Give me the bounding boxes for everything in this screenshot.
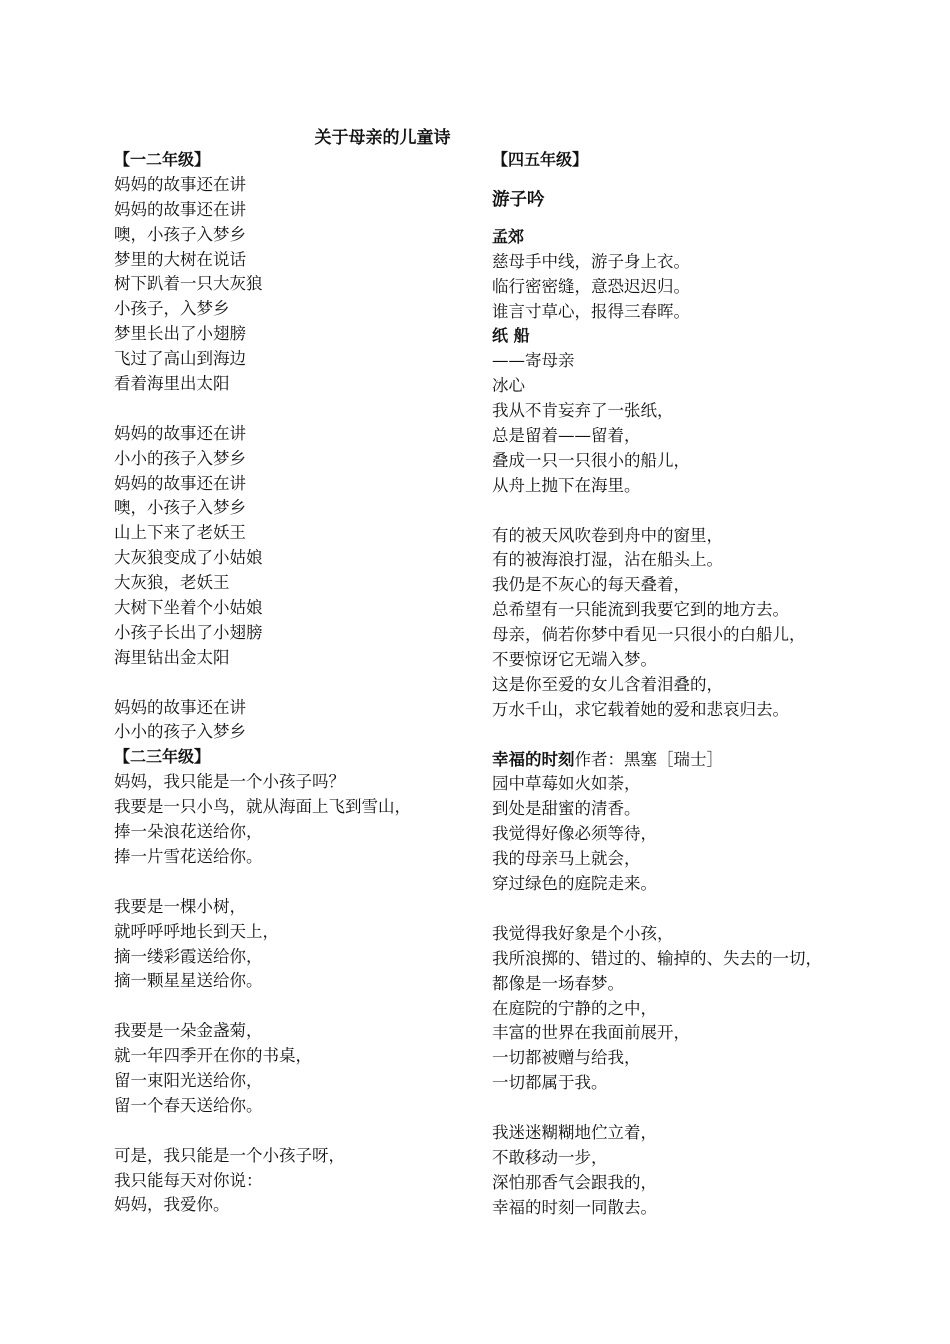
- poem-line: 摘一缕彩霞送给你，: [114, 946, 263, 966]
- poem-line: 妈妈的故事还在讲: [114, 473, 246, 493]
- poem-line: 总是留着——留着，: [492, 426, 641, 446]
- stanza-break: [114, 870, 474, 895]
- grade-2-3-heading: 【二三年级】: [114, 747, 211, 767]
- poem-line: 我迷迷糊糊地伫立着，: [492, 1122, 657, 1142]
- poem-line: 我要是一只小鸟，就从海面上飞到雪山，: [114, 797, 411, 817]
- poem-line: 妈妈，我爱你。: [114, 1195, 230, 1215]
- poem-header-xingfu: [492, 748, 932, 773]
- poem-line: 小小的孩子入梦乡: [114, 448, 246, 468]
- poem-line: 妈妈的故事还在讲: [114, 199, 246, 219]
- poem-line: 总希望有一只能流到我要它到的地方去。: [492, 600, 789, 620]
- poem-line: 慈母手中线，游子身上衣。: [492, 251, 690, 271]
- poem-little-child: [114, 770, 474, 1218]
- poem-line: 留一束阳光送给你，: [114, 1070, 263, 1090]
- stanza-break: [492, 1096, 932, 1121]
- document-title: 关于母亲的儿童诗: [314, 128, 451, 148]
- poem-line: 有的被海浪打湿，沾在船头上。: [492, 550, 723, 570]
- poem-line: 捧一朵浪花送给你，: [114, 822, 263, 842]
- poem-line: 梦里的大树在说话: [114, 249, 246, 269]
- poem-title-xingfu: 幸福的时刻: [492, 749, 575, 769]
- stanza-break: [492, 897, 932, 922]
- poem-line: 看着海里出太阳: [114, 374, 230, 394]
- poem-line: 噢，小孩子入梦乡: [114, 498, 246, 518]
- poem-mama-story: [114, 173, 474, 745]
- poem-line: 大灰狼，老妖王: [114, 573, 230, 593]
- poem-line: 大树下坐着个小姑娘: [114, 598, 263, 618]
- poem-line: 我的母亲马上就会，: [492, 849, 641, 869]
- left-column: [114, 148, 474, 1218]
- poem-line: 幸福的时刻一同散去。: [492, 1197, 657, 1217]
- poem-line: 就一年四季开在你的书桌，: [114, 1046, 312, 1066]
- stanza-break: [114, 397, 474, 422]
- poem-line: 园中草莓如火如荼，: [492, 774, 641, 794]
- poem-line: 丰富的世界在我面前展开，: [492, 1023, 690, 1043]
- poem-line: 都像是一场春梦。: [492, 973, 624, 993]
- poem-zhichuan-body: [492, 399, 932, 747]
- poem-line: 留一个春天送给你。: [114, 1095, 263, 1115]
- poem-line: 噢，小孩子入梦乡: [114, 224, 246, 244]
- poem-line: 临行密密缝，意恐迟迟归。: [492, 276, 690, 296]
- poem-line: 山上下来了老妖王: [114, 523, 246, 543]
- poem-line: 我只能每天对你说：: [114, 1170, 263, 1190]
- poem-line: 这是你至爱的女儿含着泪叠的，: [492, 674, 723, 694]
- right-column: [492, 148, 932, 1221]
- poem-line: 不要惊讶它无端入梦。: [492, 650, 657, 670]
- poem-line: 到处是甜蜜的清香。: [492, 799, 641, 819]
- poem-line: 飞过了高山到海边: [114, 349, 246, 369]
- poem-title-zhichuan: 纸 船: [492, 326, 530, 346]
- poem-line: 树下趴着一只大灰狼: [114, 274, 263, 294]
- poem-line: 我觉得我好象是个小孩，: [492, 923, 674, 943]
- poem-line: 不敢移动一步，: [492, 1147, 608, 1167]
- poem-line: 谁言寸草心，报得三春晖。: [492, 301, 690, 321]
- poem-line: 母亲，倘若你梦中看见一只很小的白船儿，: [492, 625, 806, 645]
- poem-line: 就呼呼呼地长到天上，: [114, 921, 279, 941]
- stanza-break: [114, 671, 474, 696]
- poem-line: 我仍是不灰心的每天叠着，: [492, 575, 690, 595]
- poem-line: 梦里长出了小翅膀: [114, 324, 246, 344]
- poem-line: 我所浪掷的、错过的、输掉的、失去的一切，: [492, 948, 822, 968]
- poem-title-youziyin: 游子吟: [492, 189, 545, 210]
- stanza-break: [492, 723, 932, 748]
- poem-line: 我要是一朵金盏菊，: [114, 1021, 263, 1041]
- poem-line: 万水千山，求它载着她的爱和悲哀归去。: [492, 699, 789, 719]
- poem-author-bingxin: 冰心: [492, 376, 525, 396]
- stanza-break: [114, 1119, 474, 1144]
- poem-line: 我要是一棵小树，: [114, 896, 246, 916]
- poem-line: 我从不肯妄弃了一张纸，: [492, 401, 674, 421]
- poem-line: 有的被天风吹卷到舟中的窗里，: [492, 525, 723, 545]
- poem-line: 妈妈的故事还在讲: [114, 174, 246, 194]
- poem-line: 大灰狼变成了小姑娘: [114, 548, 263, 568]
- poem-line: 摘一颗星星送给你。: [114, 971, 263, 991]
- poem-line: 在庭院的宁静的之中，: [492, 998, 657, 1018]
- poem-line: 捧一片雪花送给你。: [114, 846, 263, 866]
- poem-line: 妈妈，我只能是一个小孩子吗？: [114, 772, 345, 792]
- poem-youziyin-body: [492, 250, 932, 325]
- poem-line: 一切都被赠与给我，: [492, 1048, 641, 1068]
- poem-line: 小孩子长出了小翅膀: [114, 622, 263, 642]
- stanza-break: [492, 499, 932, 524]
- poem-line: 我觉得好像必须等待，: [492, 824, 657, 844]
- poem-author-mengjiao: 孟郊: [492, 226, 525, 246]
- poem-line: 可是，我只能是一个小孩子呀，: [114, 1145, 345, 1165]
- poem-xingfu-body: [492, 772, 932, 1220]
- poem-line: 深怕那香气会跟我的，: [492, 1172, 657, 1192]
- poem-line: 穿过绿色的庭院走来。: [492, 874, 657, 894]
- poem-line: 小孩子，入梦乡: [114, 299, 230, 319]
- poem-line: 小小的孩子入梦乡: [114, 722, 246, 742]
- grade-4-5-heading: 【四五年级】: [492, 150, 589, 169]
- poem-line: 妈妈的故事还在讲: [114, 697, 246, 717]
- poem-author-hesse: 作者：黑塞［瑞士］: [574, 749, 723, 769]
- poem-line: 一切都属于我。: [492, 1073, 608, 1093]
- grade-1-2-heading: 【一二年级】: [114, 150, 211, 169]
- poem-line: 从舟上抛下在海里。: [492, 475, 641, 495]
- poem-line: 叠成一只一只很小的船儿，: [492, 450, 690, 470]
- poem-line: 海里钻出金太阳: [114, 647, 230, 667]
- poem-subtitle-zhichuan: ——寄母亲: [492, 351, 575, 371]
- stanza-break: [114, 994, 474, 1019]
- poem-line: 妈妈的故事还在讲: [114, 423, 246, 443]
